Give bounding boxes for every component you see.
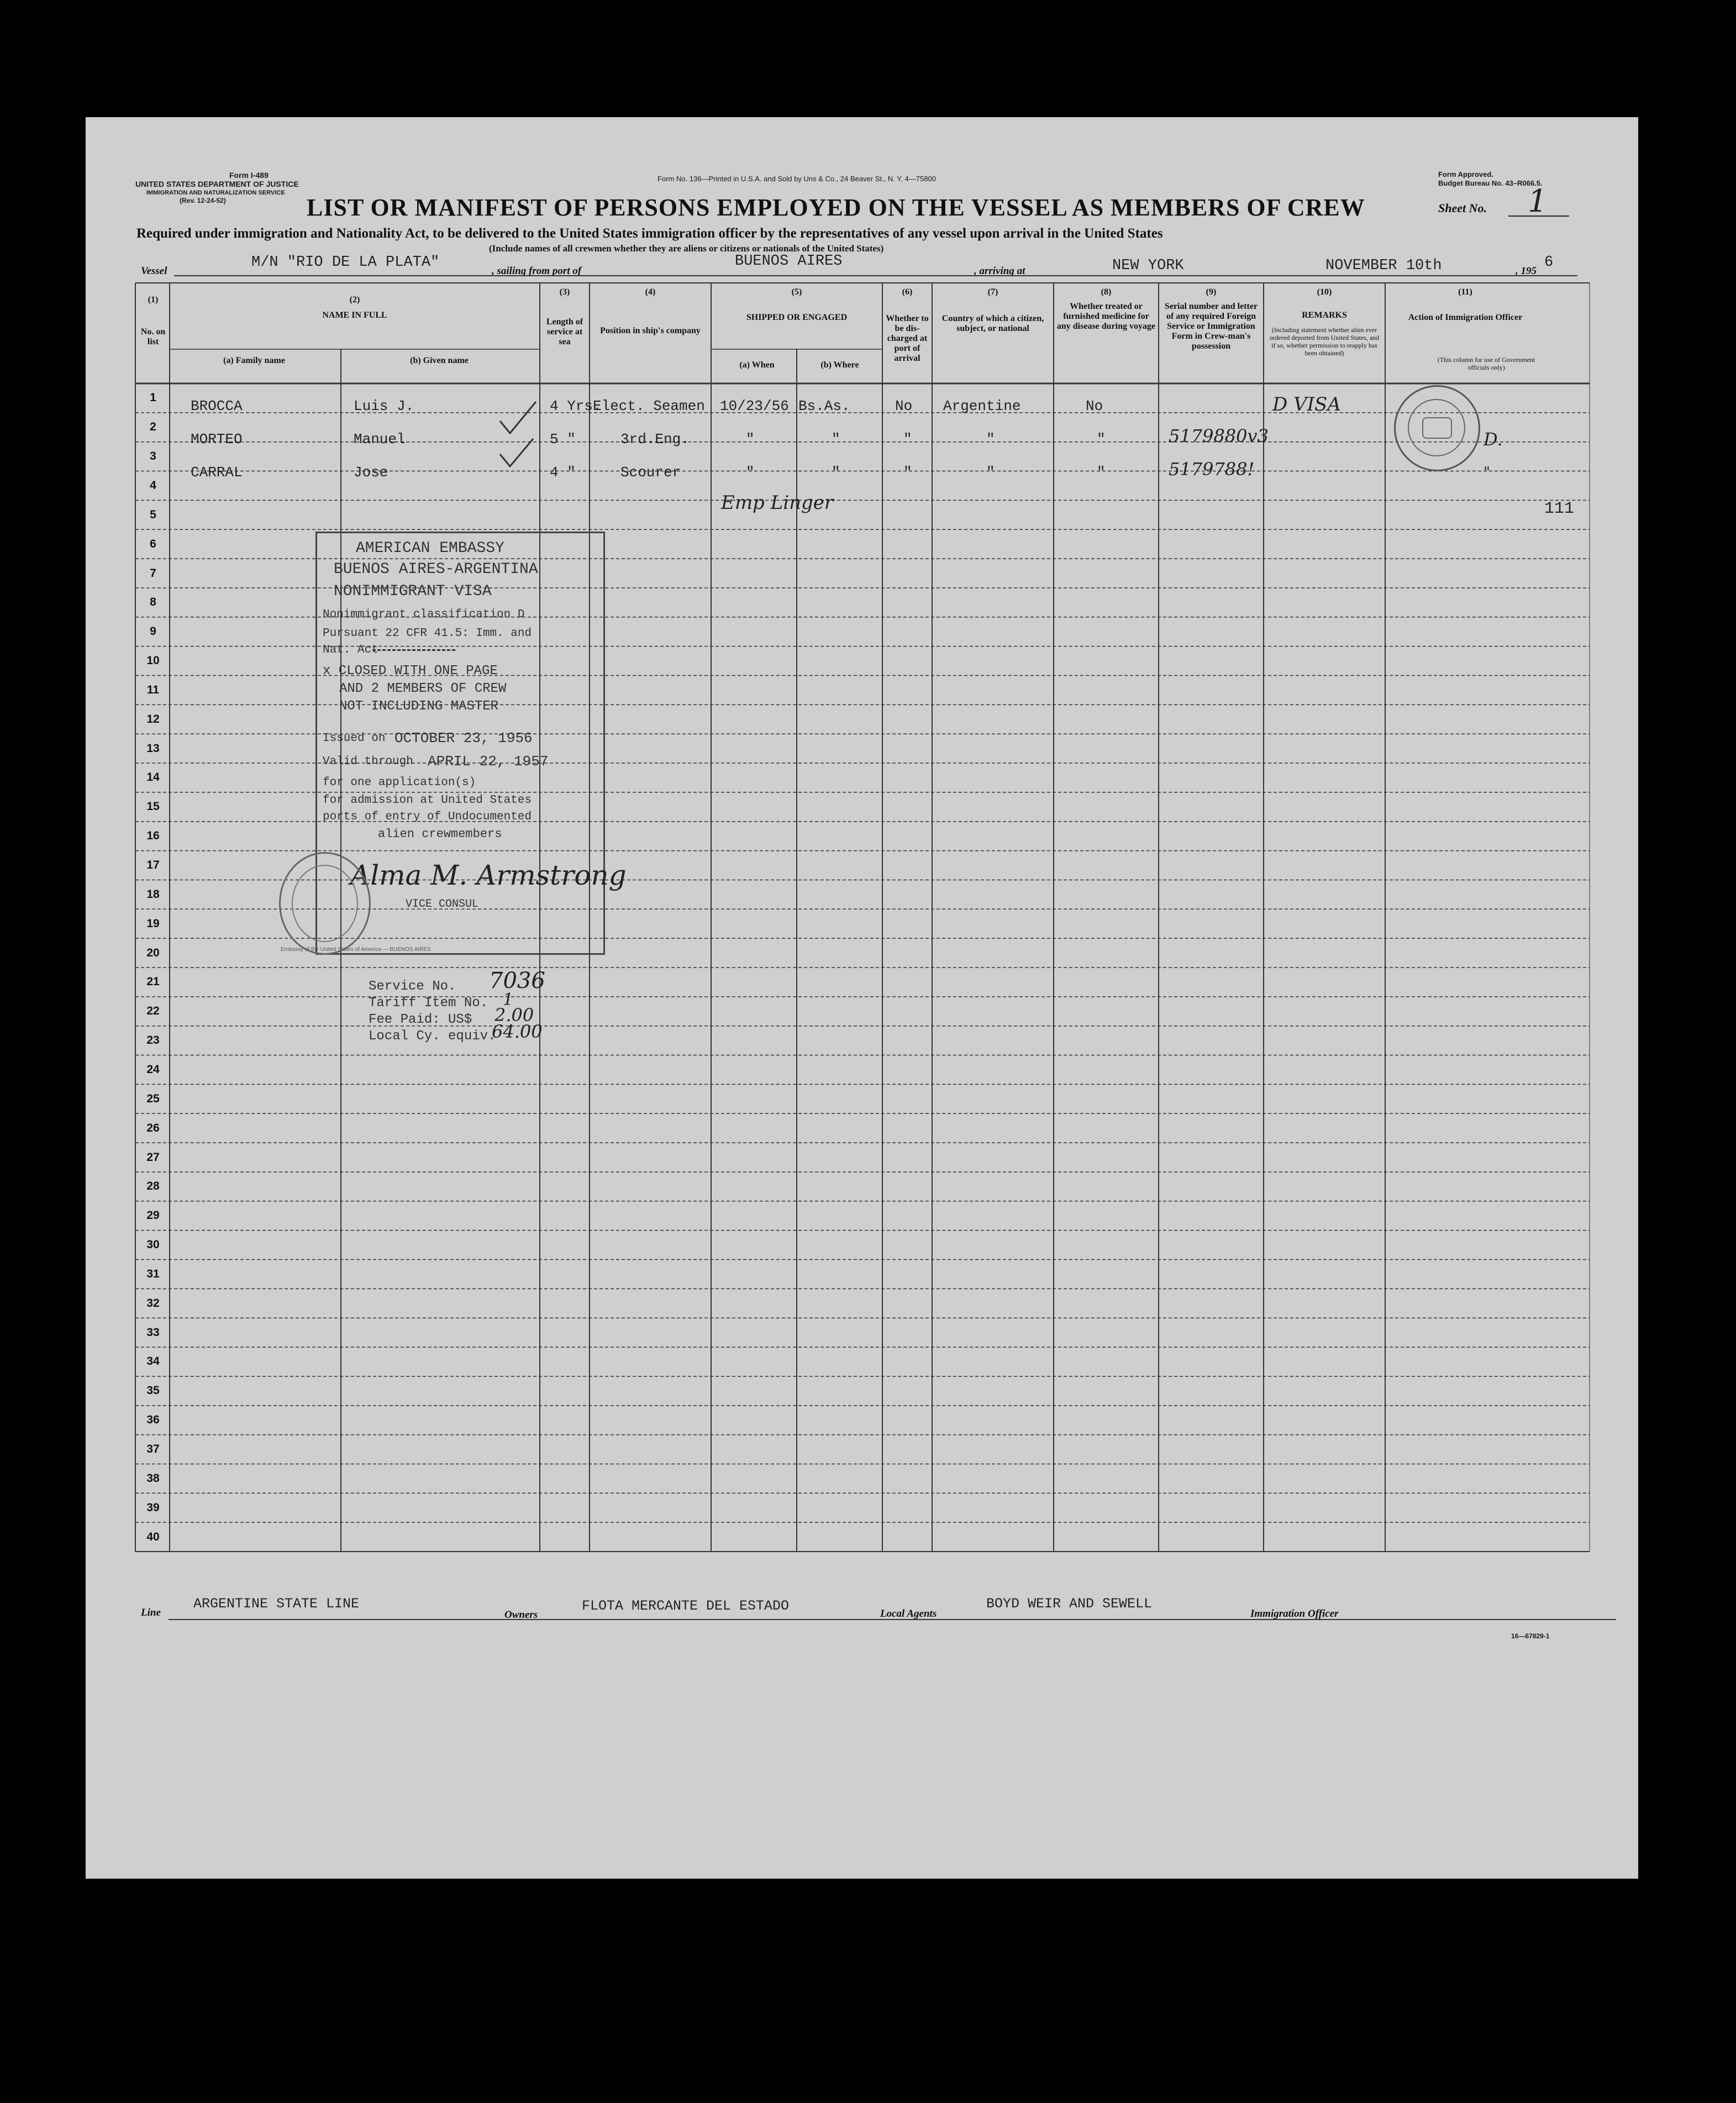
col3-number: (3) bbox=[559, 287, 570, 297]
col8-heading: Whether treated or furnished medicine for any disease during voyage bbox=[1056, 302, 1156, 331]
row-number: 37 bbox=[146, 1443, 160, 1456]
col4-heading: Position in ship's company bbox=[600, 326, 701, 335]
consul-signature: Alma M. Armstrong bbox=[350, 859, 627, 891]
service-name: IMMIGRATION AND NATURALIZATION SERVICE bbox=[146, 190, 285, 196]
footer-code: 16—67829-1 bbox=[1511, 1632, 1550, 1640]
row3-family-name: CARRAL bbox=[191, 464, 243, 481]
row-number: 9 bbox=[150, 625, 156, 638]
arriving-label: , arriving at bbox=[974, 265, 1025, 277]
row-number: 19 bbox=[146, 917, 160, 930]
stamp-issued-label: Issued on bbox=[323, 732, 386, 745]
row-number: 20 bbox=[146, 946, 160, 959]
row2-when: " bbox=[746, 431, 755, 448]
row-number: 15 bbox=[146, 800, 160, 813]
col9-number: (9) bbox=[1206, 287, 1217, 297]
col5-number: (5) bbox=[791, 287, 802, 297]
col8-number: (8) bbox=[1101, 287, 1112, 297]
fee-local-amount: 64.00 bbox=[492, 1021, 543, 1042]
row-number: 28 bbox=[146, 1180, 160, 1193]
sheet-number: 1 bbox=[1528, 183, 1548, 219]
sailing-label: , sailing from port of bbox=[492, 265, 582, 277]
row-number: 32 bbox=[146, 1296, 160, 1310]
stamp-classification: Nonimmigrant classification D bbox=[323, 608, 525, 621]
row1-remarks: D VISA bbox=[1272, 393, 1341, 416]
fee-paid-amount: 2.00 bbox=[495, 1005, 534, 1026]
row-number: 17 bbox=[146, 859, 160, 872]
stamp-pursuant: Pursuant 22 CFR 41.5: Imm. and bbox=[323, 627, 532, 640]
col5-heading: SHIPPED OR ENGAGED bbox=[746, 313, 848, 322]
row2-family-name: MORTEO bbox=[191, 431, 243, 448]
row2-action: D. bbox=[1484, 429, 1503, 450]
row4-signature: Emp Linger bbox=[721, 492, 834, 514]
stamp-master: NOT INCLUDING MASTER bbox=[339, 699, 499, 714]
row3-country: " bbox=[986, 464, 995, 481]
row-number: 21 bbox=[146, 975, 160, 989]
year-digit: 6 bbox=[1544, 254, 1554, 271]
row-number: 4 bbox=[150, 479, 156, 492]
form-number: Form I-489 bbox=[229, 171, 269, 180]
include-note: (Include names of all crewmen whether they are aliens or citizens or nationals of the United States) bbox=[489, 243, 884, 254]
vessel-label: Vessel bbox=[141, 265, 167, 277]
stamp-vice-consul: VICE CONSUL bbox=[406, 898, 479, 911]
col5a-heading: (a) When bbox=[739, 360, 775, 370]
row-number: 38 bbox=[146, 1471, 160, 1485]
col5b-heading: (b) Where bbox=[820, 360, 859, 370]
stamp-admission: for admission at United States bbox=[323, 794, 532, 807]
col7-heading: Country of which a citizen, subject, or national bbox=[941, 314, 1044, 333]
col2-number: (2) bbox=[349, 295, 360, 304]
row-number: 35 bbox=[146, 1384, 160, 1397]
col11-number: (11) bbox=[1458, 287, 1472, 297]
row1-where: Bs.As. bbox=[798, 398, 850, 414]
col3-heading: Length of service at sea bbox=[546, 317, 583, 346]
row-number: 36 bbox=[146, 1413, 160, 1427]
col2b-heading: (b) Given name bbox=[410, 356, 469, 365]
row-number: 5 bbox=[150, 508, 156, 521]
row3-action: " bbox=[1484, 464, 1490, 481]
row3-position: Scourer bbox=[620, 464, 681, 481]
footer-officer-label: Immigration Officer bbox=[1250, 1608, 1339, 1620]
row2-where: " bbox=[832, 431, 840, 448]
page-title: LIST OR MANIFEST OF PERSONS EMPLOYED ON THE VESSEL AS MEMBERS OF CREW bbox=[307, 194, 1365, 221]
fee-service-label: Service No. bbox=[369, 979, 456, 994]
year-prefix: , 195 bbox=[1516, 265, 1537, 277]
stamp-applications: for one application(s) bbox=[323, 776, 476, 789]
row-number: 14 bbox=[146, 771, 160, 784]
printer-note: Form No. 136—Printed in U.S.A. and Sold by Uns & Co., 24 Beaver St., N. Y. 4—75800 bbox=[657, 175, 936, 183]
row-number: 27 bbox=[146, 1150, 160, 1164]
row-number: 1 bbox=[150, 391, 156, 404]
fee-service-number: 7036 bbox=[489, 968, 545, 993]
row-number: 7 bbox=[150, 566, 156, 580]
row-number: 12 bbox=[146, 712, 160, 725]
stamp-valid-label: Valid through bbox=[323, 755, 413, 768]
stamp-struck bbox=[372, 649, 455, 651]
row3-when: " bbox=[746, 464, 755, 481]
col6-heading: Whether to be dis-charged at port of arrival bbox=[886, 314, 929, 363]
col10-note: (Including statement whether alien ever ordered deported from United States, and if so, whether permission to reapply has been obtained) bbox=[1269, 326, 1380, 357]
approval-note: Form Approved. bbox=[1438, 170, 1493, 178]
row-number: 10 bbox=[146, 654, 160, 667]
row-number: 39 bbox=[146, 1501, 160, 1514]
col10-heading: REMARKS bbox=[1302, 311, 1347, 320]
row3-given-name: Jose bbox=[354, 464, 388, 481]
row-number: 24 bbox=[146, 1063, 160, 1076]
row-number: 40 bbox=[146, 1530, 160, 1543]
page-subtitle: Required under immigration and Nationality Act, to be delivered to the United States immigration officer by the representatives of any vessel upon arrival in the United States bbox=[136, 226, 1163, 241]
row-number: 2 bbox=[150, 420, 156, 434]
col11-heading: Action of Immigration Officer bbox=[1408, 313, 1523, 322]
col1-heading: No. on list bbox=[140, 327, 166, 346]
embassy-seal bbox=[279, 852, 431, 955]
row-number: 6 bbox=[150, 537, 156, 550]
stamp-members: AND 2 MEMBERS OF CREW bbox=[339, 681, 507, 696]
row3-service: 4 " bbox=[550, 464, 576, 481]
row1-position: Elect. Seamen bbox=[593, 398, 705, 414]
sheet-label: Sheet No. bbox=[1438, 201, 1487, 215]
row-number: 34 bbox=[146, 1355, 160, 1368]
stamp-ports: ports of entry of Undocumented bbox=[323, 811, 532, 823]
row3-discharged: " bbox=[903, 464, 912, 481]
row1-medicine: No bbox=[1086, 398, 1103, 414]
row-number: 11 bbox=[146, 683, 160, 696]
fee-local-label: Local Cy. equiv. bbox=[369, 1029, 496, 1044]
row-number: 30 bbox=[146, 1238, 160, 1252]
vessel-name: M/N "RIO DE LA PLATA" bbox=[251, 254, 440, 271]
stamp-embassy: AMERICAN EMBASSY bbox=[356, 540, 504, 557]
row1-country: Argentine bbox=[943, 398, 1021, 414]
col2-heading: NAME IN FULL bbox=[322, 311, 387, 320]
row-number: 25 bbox=[146, 1092, 160, 1105]
footer-agents-label: Local Agents bbox=[880, 1608, 937, 1620]
row2-given-name: Manuel bbox=[354, 431, 406, 448]
manifest-page bbox=[86, 117, 1638, 1879]
row1-given-name: Luis J. bbox=[354, 398, 414, 414]
stamp-visa-type: NONIMMIGRANT VISA bbox=[334, 583, 492, 600]
col1-number: (1) bbox=[148, 295, 159, 304]
row2-discharged: " bbox=[903, 431, 912, 448]
stamp-crewmembers: alien crewmembers bbox=[378, 827, 502, 841]
row-number: 29 bbox=[146, 1209, 160, 1222]
row-number: 16 bbox=[146, 829, 160, 843]
col4-number: (4) bbox=[645, 287, 656, 297]
arrival-date: NOVEMBER 10th bbox=[1325, 257, 1442, 274]
row2-service: 5 " bbox=[550, 431, 576, 448]
sailing-port: BUENOS AIRES bbox=[735, 253, 843, 270]
col6-number: (6) bbox=[902, 287, 913, 297]
row1-service: 4 Yrs. bbox=[550, 398, 602, 414]
row1-discharged: No bbox=[895, 398, 913, 414]
department-name: UNITED STATES DEPARTMENT OF JUSTICE bbox=[135, 180, 299, 188]
row-number: 31 bbox=[146, 1267, 160, 1280]
row-number: 23 bbox=[146, 1034, 160, 1047]
row1-family-name: BROCCA bbox=[191, 398, 243, 414]
footer-owners-label: Owners bbox=[504, 1609, 538, 1621]
footer-agents: BOYD WEIR AND SEWELL bbox=[986, 1596, 1153, 1612]
footer-owners: FLOTA MERCANTE DEL ESTADO bbox=[582, 1598, 790, 1614]
row2-country: " bbox=[986, 431, 995, 448]
col10-number: (10) bbox=[1317, 287, 1332, 297]
row3-serial: 5179788! bbox=[1169, 459, 1255, 480]
row2-position: 3rd.Eng. bbox=[620, 431, 690, 448]
row-number: 3 bbox=[150, 450, 156, 463]
budget-number: Budget Bureau No. 43–R066.5. bbox=[1438, 179, 1543, 187]
footer-line-label: Line bbox=[141, 1607, 161, 1618]
row-number: 33 bbox=[146, 1326, 160, 1339]
row-number: 22 bbox=[146, 1005, 160, 1018]
col2a-heading: (a) Family name bbox=[223, 356, 285, 365]
row3-where: " bbox=[832, 464, 840, 481]
row4-tally: 111 bbox=[1544, 500, 1575, 518]
row-number: 26 bbox=[146, 1121, 160, 1134]
fee-tariff-number: 1 bbox=[503, 990, 514, 1010]
manifest-grid bbox=[86, 117, 1638, 1879]
row-number: 13 bbox=[146, 742, 160, 755]
col11-note: (This column for use of Government officials only) bbox=[1437, 356, 1535, 371]
arrival-port: NEW YORK bbox=[1112, 257, 1184, 274]
embassy-seal-text: Embassy of the United States of America — BUENOS AIRES bbox=[281, 947, 431, 953]
stamp-issued-date: OCTOBER 23, 1956 bbox=[394, 730, 533, 746]
col7-number: (7) bbox=[987, 287, 998, 297]
stamp-closed: x CLOSED WITH ONE PAGE bbox=[323, 664, 498, 679]
form-revision: (Rev. 12-24-52) bbox=[180, 197, 226, 204]
check-marks bbox=[495, 399, 544, 471]
footer-line: ARGENTINE STATE LINE bbox=[193, 1596, 360, 1612]
row-number: 8 bbox=[150, 596, 156, 609]
row2-medicine: " bbox=[1097, 431, 1106, 448]
fee-tariff-label: Tariff Item No. bbox=[369, 996, 488, 1011]
stamp-act: Nat. Act bbox=[323, 644, 378, 656]
stamp-valid-date: APRIL 22, 1957 bbox=[428, 753, 549, 770]
row1-when: 10/23/56 bbox=[720, 398, 789, 414]
remarks-seal bbox=[1394, 385, 1480, 471]
footer-underline bbox=[169, 1619, 1616, 1620]
fee-paid-label: Fee Paid: US$ bbox=[369, 1012, 472, 1027]
row3-medicine: " bbox=[1097, 464, 1106, 481]
col9-heading: Serial number and letter of any required Foreign Service or Immigration Form in Crew-man's possession bbox=[1164, 302, 1258, 351]
stamp-city: BUENOS AIRES-ARGENTINA bbox=[334, 561, 538, 578]
row-number: 18 bbox=[146, 887, 160, 901]
row2-serial: 5179880v3 bbox=[1169, 425, 1269, 446]
